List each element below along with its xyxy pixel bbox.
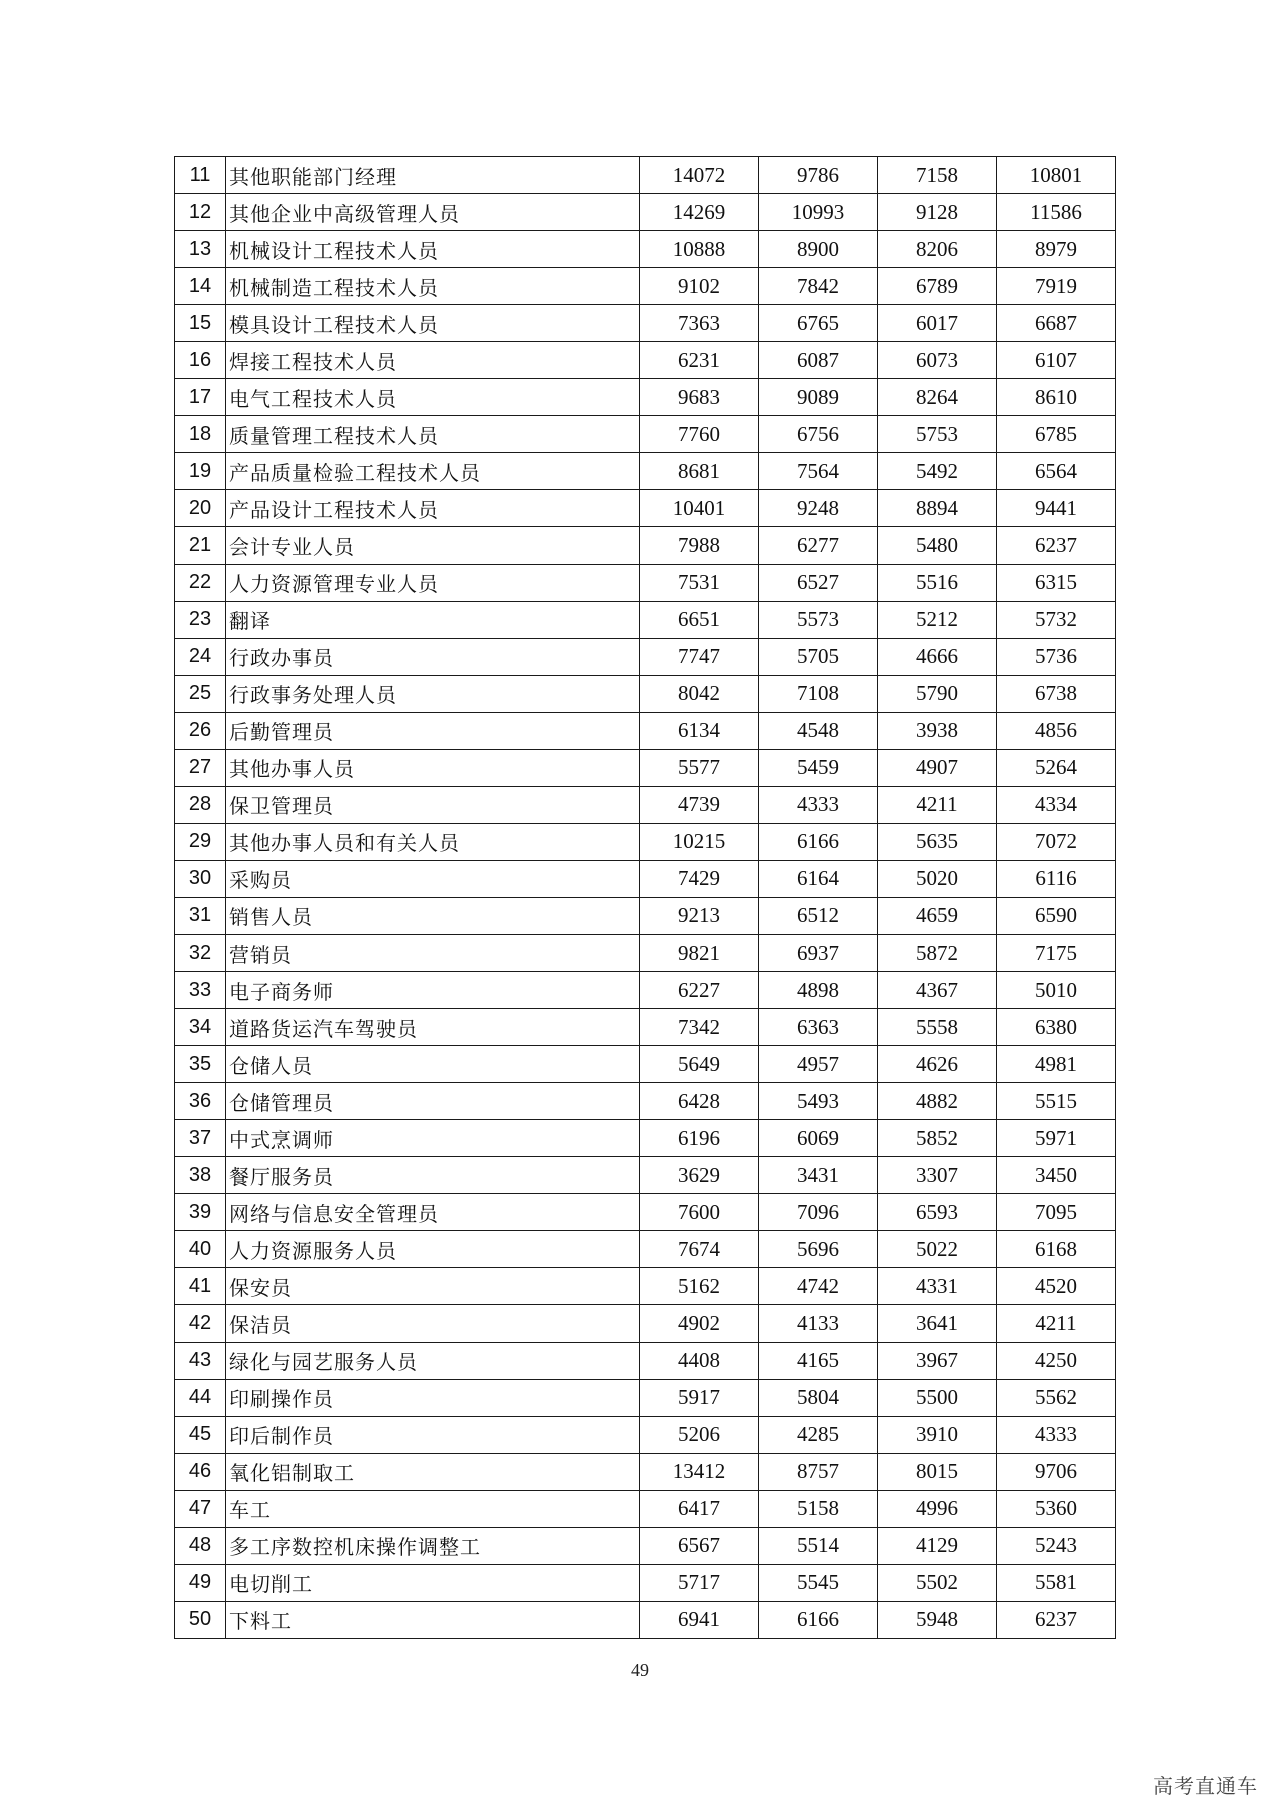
wage-value-cell-1: 5206 [640,1416,759,1453]
wage-value-cell-1: 8681 [640,453,759,490]
wage-value-cell-1: 6196 [640,1120,759,1157]
wage-value-cell-1: 5649 [640,1046,759,1083]
row-number-cell: 40 [175,1231,226,1268]
occupation-name-cell: 产品质量检验工程技术人员 [226,453,640,490]
wage-value-cell-4: 6107 [997,342,1116,379]
occupation-name-cell: 质量管理工程技术人员 [226,416,640,453]
wage-value-cell-3: 4996 [878,1490,997,1527]
wage-value-cell-2: 6087 [759,342,878,379]
wage-value-cell-1: 6417 [640,1490,759,1527]
wage-value-cell-3: 6017 [878,305,997,342]
occupation-name-cell: 其他职能部门经理 [226,157,640,194]
wage-value-cell-2: 4898 [759,972,878,1009]
wage-value-cell-2: 9089 [759,379,878,416]
wage-value-cell-2: 5493 [759,1083,878,1120]
occupation-name-cell: 人力资源服务人员 [226,1231,640,1268]
wage-value-cell-4: 5732 [997,601,1116,638]
wage-value-cell-1: 4408 [640,1342,759,1379]
wage-value-cell-1: 3629 [640,1157,759,1194]
table-row [175,1120,1116,1157]
wage-value-cell-3: 6593 [878,1194,997,1231]
row-number-cell: 28 [175,786,226,823]
wage-value-cell-3: 4211 [878,786,997,823]
table-row [175,1379,1116,1416]
occupation-name-cell: 产品设计工程技术人员 [226,490,640,527]
row-number-cell: 14 [175,268,226,305]
wage-value-cell-2: 4285 [759,1416,878,1453]
wage-value-cell-1: 9821 [640,934,759,971]
row-number-cell: 29 [175,823,226,860]
wage-value-cell-4: 6785 [997,416,1116,453]
row-number-cell: 27 [175,749,226,786]
wage-value-cell-3: 9128 [878,194,997,231]
occupation-name-cell: 行政事务处理人员 [226,675,640,712]
wage-value-cell-4: 5264 [997,749,1116,786]
occupation-name-cell: 会计专业人员 [226,527,640,564]
table-row [175,601,1116,638]
occupation-name-cell: 其他企业中高级管理人员 [226,194,640,231]
row-number-cell: 39 [175,1194,226,1231]
table-row [175,1157,1116,1194]
row-number-cell: 30 [175,860,226,897]
wage-value-cell-1: 7760 [640,416,759,453]
table-row [175,1046,1116,1083]
wage-value-cell-2: 5705 [759,638,878,675]
wage-value-cell-2: 6069 [759,1120,878,1157]
wage-value-cell-2: 4957 [759,1046,878,1083]
wage-value-cell-3: 5852 [878,1120,997,1157]
wage-value-cell-3: 4129 [878,1527,997,1564]
row-number-cell: 21 [175,527,226,564]
row-number-cell: 15 [175,305,226,342]
wage-value-cell-2: 3431 [759,1157,878,1194]
occupation-name-cell: 其他办事人员和有关人员 [226,823,640,860]
wage-value-cell-3: 5492 [878,453,997,490]
table-row [175,749,1116,786]
row-number-cell: 48 [175,1527,226,1564]
table-row [175,1083,1116,1120]
wage-value-cell-1: 6231 [640,342,759,379]
wage-value-cell-3: 8206 [878,231,997,268]
wage-value-cell-2: 6164 [759,860,878,897]
occupation-name-cell: 印刷操作员 [226,1379,640,1416]
wage-value-cell-3: 4659 [878,897,997,934]
occupation-name-cell: 焊接工程技术人员 [226,342,640,379]
table-row [175,712,1116,749]
wage-value-cell-3: 5872 [878,934,997,971]
wage-value-cell-4: 6116 [997,860,1116,897]
wage-value-cell-3: 4626 [878,1046,997,1083]
wage-value-cell-1: 4902 [640,1305,759,1342]
row-number-cell: 34 [175,1009,226,1046]
occupation-name-cell: 电切削工 [226,1564,640,1601]
occupation-name-cell: 行政办事员 [226,638,640,675]
row-number-cell: 47 [175,1490,226,1527]
wage-value-cell-2: 6527 [759,564,878,601]
wage-value-cell-1: 5577 [640,749,759,786]
occupation-name-cell: 采购员 [226,860,640,897]
wage-value-cell-4: 5971 [997,1120,1116,1157]
wage-value-cell-2: 7096 [759,1194,878,1231]
row-number-cell: 26 [175,712,226,749]
table-row [175,897,1116,934]
wage-value-cell-3: 4882 [878,1083,997,1120]
table-row [175,564,1116,601]
wage-value-cell-4: 5515 [997,1083,1116,1120]
table-row [175,1490,1116,1527]
row-number-cell: 49 [175,1564,226,1601]
row-number-cell: 37 [175,1120,226,1157]
row-number-cell: 38 [175,1157,226,1194]
wage-value-cell-4: 6564 [997,453,1116,490]
occupation-name-cell: 电气工程技术人员 [226,379,640,416]
wage-value-cell-4: 6168 [997,1231,1116,1268]
table-row [175,157,1116,194]
occupation-name-cell: 保卫管理员 [226,786,640,823]
occupation-name-cell: 机械设计工程技术人员 [226,231,640,268]
table-row [175,379,1116,416]
wage-value-cell-1: 5917 [640,1379,759,1416]
wage-value-cell-2: 4548 [759,712,878,749]
wage-table [174,156,1116,1639]
table-row [175,490,1116,527]
wage-value-cell-4: 7072 [997,823,1116,860]
wage-value-cell-1: 10888 [640,231,759,268]
wage-value-cell-3: 5502 [878,1564,997,1601]
table-row [175,194,1116,231]
wage-value-cell-2: 5459 [759,749,878,786]
wage-value-cell-4: 7175 [997,934,1116,971]
occupation-name-cell: 销售人员 [226,897,640,934]
row-number-cell: 36 [175,1083,226,1120]
table-row [175,1342,1116,1379]
wage-value-cell-2: 7842 [759,268,878,305]
wage-value-cell-4: 6590 [997,897,1116,934]
wage-value-cell-1: 6651 [640,601,759,638]
wage-table-body [175,157,1116,1639]
wage-value-cell-3: 8015 [878,1453,997,1490]
wage-value-cell-2: 6277 [759,527,878,564]
wage-value-cell-4: 5010 [997,972,1116,1009]
occupation-name-cell: 后勤管理员 [226,712,640,749]
wage-value-cell-4: 8979 [997,231,1116,268]
occupation-name-cell: 餐厅服务员 [226,1157,640,1194]
wage-value-cell-3: 7158 [878,157,997,194]
wage-value-cell-1: 6428 [640,1083,759,1120]
wage-value-cell-4: 5360 [997,1490,1116,1527]
wage-value-cell-2: 4165 [759,1342,878,1379]
table-row [175,1009,1116,1046]
wage-value-cell-2: 8900 [759,231,878,268]
wage-value-cell-3: 3641 [878,1305,997,1342]
wage-value-cell-3: 5558 [878,1009,997,1046]
wage-value-cell-4: 11586 [997,194,1116,231]
wage-table-sheet [174,156,1112,1639]
wage-value-cell-3: 5020 [878,860,997,897]
occupation-name-cell: 道路货运汽车驾驶员 [226,1009,640,1046]
wage-value-cell-2: 5804 [759,1379,878,1416]
occupation-name-cell: 保洁员 [226,1305,640,1342]
row-number-cell: 11 [175,157,226,194]
wage-value-cell-2: 5514 [759,1527,878,1564]
row-number-cell: 20 [175,490,226,527]
wage-value-cell-4: 5581 [997,1564,1116,1601]
table-row [175,1194,1116,1231]
wage-value-cell-3: 3938 [878,712,997,749]
wage-value-cell-1: 5717 [640,1564,759,1601]
wage-value-cell-1: 4739 [640,786,759,823]
wage-value-cell-2: 6756 [759,416,878,453]
wage-value-cell-3: 5480 [878,527,997,564]
wage-value-cell-3: 8894 [878,490,997,527]
row-number-cell: 25 [175,675,226,712]
wage-value-cell-1: 6941 [640,1601,759,1638]
watermark-logo: 高考直通车 [1153,1774,1258,1798]
occupation-name-cell: 人力资源管理专业人员 [226,564,640,601]
wage-value-cell-4: 6237 [997,1601,1116,1638]
wage-value-cell-1: 9102 [640,268,759,305]
table-row [175,860,1116,897]
wage-value-cell-3: 4331 [878,1268,997,1305]
row-number-cell: 16 [175,342,226,379]
wage-value-cell-4: 10801 [997,157,1116,194]
table-row [175,638,1116,675]
occupation-name-cell: 网络与信息安全管理员 [226,1194,640,1231]
occupation-name-cell: 氧化铝制取工 [226,1453,640,1490]
wage-value-cell-3: 8264 [878,379,997,416]
row-number-cell: 33 [175,972,226,1009]
table-row [175,1527,1116,1564]
wage-value-cell-1: 7747 [640,638,759,675]
wage-value-cell-2: 5573 [759,601,878,638]
wage-value-cell-4: 4250 [997,1342,1116,1379]
wage-value-cell-1: 9213 [640,897,759,934]
row-number-cell: 24 [175,638,226,675]
wage-value-cell-3: 3307 [878,1157,997,1194]
wage-value-cell-4: 6687 [997,305,1116,342]
wage-value-cell-4: 3450 [997,1157,1116,1194]
wage-value-cell-4: 9441 [997,490,1116,527]
row-number-cell: 31 [175,897,226,934]
row-number-cell: 41 [175,1268,226,1305]
row-number-cell: 50 [175,1601,226,1638]
table-row [175,305,1116,342]
wage-value-cell-3: 5753 [878,416,997,453]
occupation-name-cell: 印后制作员 [226,1416,640,1453]
wage-value-cell-4: 4333 [997,1416,1116,1453]
row-number-cell: 17 [175,379,226,416]
row-number-cell: 12 [175,194,226,231]
wage-value-cell-4: 7095 [997,1194,1116,1231]
table-row [175,231,1116,268]
wage-value-cell-3: 5948 [878,1601,997,1638]
wage-value-cell-1: 10401 [640,490,759,527]
occupation-name-cell: 其他办事人员 [226,749,640,786]
wage-value-cell-3: 4907 [878,749,997,786]
wage-value-cell-1: 7674 [640,1231,759,1268]
wage-value-cell-1: 6567 [640,1527,759,1564]
wage-value-cell-3: 5500 [878,1379,997,1416]
wage-value-cell-4: 4981 [997,1046,1116,1083]
wage-value-cell-4: 4520 [997,1268,1116,1305]
wage-value-cell-3: 6073 [878,342,997,379]
wage-value-cell-2: 4133 [759,1305,878,1342]
wage-value-cell-3: 5212 [878,601,997,638]
wage-value-cell-3: 4367 [878,972,997,1009]
table-row [175,453,1116,490]
row-number-cell: 44 [175,1379,226,1416]
occupation-name-cell: 绿化与园艺服务人员 [226,1342,640,1379]
wage-value-cell-1: 13412 [640,1453,759,1490]
wage-value-cell-2: 6765 [759,305,878,342]
table-row [175,786,1116,823]
wage-value-cell-4: 4334 [997,786,1116,823]
table-row [175,1231,1116,1268]
wage-value-cell-1: 9683 [640,379,759,416]
wage-value-cell-4: 7919 [997,268,1116,305]
table-row [175,934,1116,971]
wage-value-cell-2: 4742 [759,1268,878,1305]
wage-value-cell-3: 3967 [878,1342,997,1379]
wage-value-cell-1: 8042 [640,675,759,712]
table-row [175,1305,1116,1342]
wage-value-cell-1: 10215 [640,823,759,860]
table-row [175,268,1116,305]
wage-value-cell-4: 4856 [997,712,1116,749]
wage-value-cell-4: 4211 [997,1305,1116,1342]
wage-value-cell-2: 6937 [759,934,878,971]
occupation-name-cell: 多工序数控机床操作调整工 [226,1527,640,1564]
wage-value-cell-4: 5562 [997,1379,1116,1416]
wage-value-cell-3: 5635 [878,823,997,860]
occupation-name-cell: 翻译 [226,601,640,638]
wage-value-cell-4: 6738 [997,675,1116,712]
wage-value-cell-4: 6237 [997,527,1116,564]
occupation-name-cell: 仓储管理员 [226,1083,640,1120]
table-row [175,1453,1116,1490]
wage-value-cell-1: 5162 [640,1268,759,1305]
row-number-cell: 42 [175,1305,226,1342]
wage-value-cell-1: 7600 [640,1194,759,1231]
table-row [175,823,1116,860]
row-number-cell: 13 [175,231,226,268]
wage-value-cell-1: 7363 [640,305,759,342]
wage-value-cell-2: 5545 [759,1564,878,1601]
wage-value-cell-4: 9706 [997,1453,1116,1490]
row-number-cell: 18 [175,416,226,453]
occupation-name-cell: 电子商务师 [226,972,640,1009]
table-row [175,1564,1116,1601]
wage-value-cell-2: 7108 [759,675,878,712]
wage-value-cell-1: 7988 [640,527,759,564]
wage-value-cell-1: 7342 [640,1009,759,1046]
wage-value-cell-2: 9248 [759,490,878,527]
occupation-name-cell: 车工 [226,1490,640,1527]
wage-value-cell-2: 8757 [759,1453,878,1490]
table-row [175,1268,1116,1305]
wage-value-cell-2: 4333 [759,786,878,823]
wage-value-cell-1: 7429 [640,860,759,897]
wage-value-cell-2: 6166 [759,1601,878,1638]
occupation-name-cell: 营销员 [226,934,640,971]
wage-value-cell-1: 14269 [640,194,759,231]
occupation-name-cell: 仓储人员 [226,1046,640,1083]
wage-value-cell-4: 8610 [997,379,1116,416]
wage-value-cell-4: 5243 [997,1527,1116,1564]
row-number-cell: 19 [175,453,226,490]
wage-value-cell-3: 5516 [878,564,997,601]
row-number-cell: 45 [175,1416,226,1453]
table-row [175,1416,1116,1453]
wage-value-cell-3: 5022 [878,1231,997,1268]
table-row [175,342,1116,379]
row-number-cell: 35 [175,1046,226,1083]
row-number-cell: 32 [175,934,226,971]
wage-value-cell-3: 3910 [878,1416,997,1453]
wage-value-cell-2: 10993 [759,194,878,231]
wage-value-cell-1: 14072 [640,157,759,194]
occupation-name-cell: 模具设计工程技术人员 [226,305,640,342]
table-row [175,675,1116,712]
wage-value-cell-2: 5158 [759,1490,878,1527]
occupation-name-cell: 保安员 [226,1268,640,1305]
row-number-cell: 22 [175,564,226,601]
occupation-name-cell: 中式烹调师 [226,1120,640,1157]
wage-value-cell-4: 6315 [997,564,1116,601]
table-row [175,416,1116,453]
occupation-name-cell: 机械制造工程技术人员 [226,268,640,305]
wage-value-cell-2: 6512 [759,897,878,934]
row-number-cell: 46 [175,1453,226,1490]
wage-value-cell-2: 6363 [759,1009,878,1046]
row-number-cell: 23 [175,601,226,638]
wage-value-cell-3: 5790 [878,675,997,712]
wage-value-cell-2: 9786 [759,157,878,194]
page-number: 49 [631,1660,649,1680]
table-row [175,527,1116,564]
wage-value-cell-2: 7564 [759,453,878,490]
wage-value-cell-1: 7531 [640,564,759,601]
wage-value-cell-2: 6166 [759,823,878,860]
table-row [175,972,1116,1009]
wage-value-cell-3: 6789 [878,268,997,305]
wage-value-cell-3: 4666 [878,638,997,675]
wage-value-cell-4: 5736 [997,638,1116,675]
occupation-name-cell: 下料工 [226,1601,640,1638]
wage-value-cell-1: 6134 [640,712,759,749]
wage-value-cell-4: 6380 [997,1009,1116,1046]
wage-value-cell-2: 5696 [759,1231,878,1268]
table-row [175,1601,1116,1638]
row-number-cell: 43 [175,1342,226,1379]
wage-value-cell-1: 6227 [640,972,759,1009]
